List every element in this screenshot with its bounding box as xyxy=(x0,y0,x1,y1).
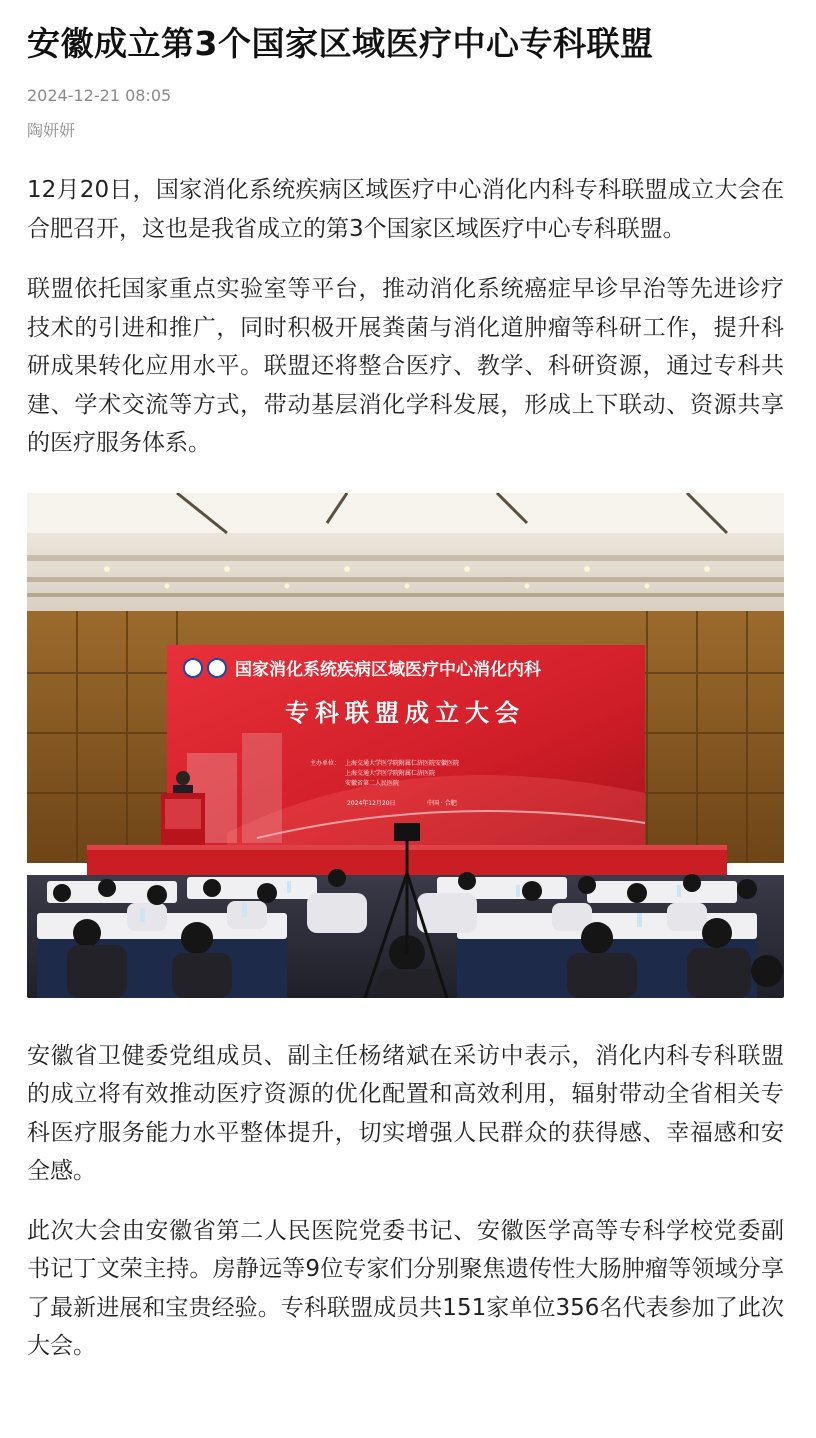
paragraph-2: 联盟依托国家重点实验室等平台，推动消化系统癌症早诊早治等先进诊疗技术的引进和推广，同时积极开展粪菌与消化道肿瘤等科研工作，提升科研成果转化应用水平。联盟还将整合医疗、教学、科研资源，通过专科共建、学术交流等方式，带动基层消化学科发展，形成上下联动、资源共享的医疗服务体系。 xyxy=(27,276,784,456)
publish-date: 2024-12-21 08:05 xyxy=(27,86,172,105)
speaker-figure xyxy=(176,771,190,785)
article xyxy=(27,0,784,1366)
banner-host-1: 上海交通大学医学院附属仁济医院安徽医院 xyxy=(345,759,460,767)
paragraph-3: 安徽省卫健委党组成员、副主任杨绪斌在采访中表示，消化内科专科联盟的成立将有效推动医疗资源的优化配置和高效利用，辐射带动全省相关专科医疗服务能力水平整体提升，切实增强人民群众的获得感、幸福感和安全感。 xyxy=(27,1042,784,1184)
banner-title: 国家消化系统疾病区域医疗中心消化内科 xyxy=(235,659,541,680)
banner-host-2: 上海交通大学医学院附属仁济医院 xyxy=(345,769,436,777)
conference-photo-drawing xyxy=(27,493,784,998)
camera xyxy=(394,823,420,841)
conference-photo[interactable] xyxy=(27,493,784,998)
banner-date: 2024年12月20日 xyxy=(347,799,396,807)
banner-subtitle: 专科联盟成立大会 xyxy=(285,697,525,727)
banner-place: 中国 · 合肥 xyxy=(427,799,457,807)
author-name: 陶妍妍 xyxy=(27,121,76,140)
paragraph-4: 此次大会由安徽省第二人民医院党委书记、安徽医学高等专科学校党委副书记丁文荣主持。房静远等9位专家们分别聚焦遗传性大肠肿瘤等领域分享了最新进展和宝贵经验。专科联盟成员共151家单位356名代表参加了此次大会。 xyxy=(27,1217,784,1359)
article-title: 安徽成立第3个国家区域医疗中心专科联盟 xyxy=(27,24,654,63)
banner-host-label: 主办单位： xyxy=(310,759,341,767)
paragraph-1: 12月20日，国家消化系统疾病区域医疗中心消化内科专科联盟成立大会在合肥召开，这也是我省成立的第3个国家区域医疗中心专科联盟。 xyxy=(27,177,784,242)
banner-host-3: 安徽省第二人民医院 xyxy=(345,779,400,787)
